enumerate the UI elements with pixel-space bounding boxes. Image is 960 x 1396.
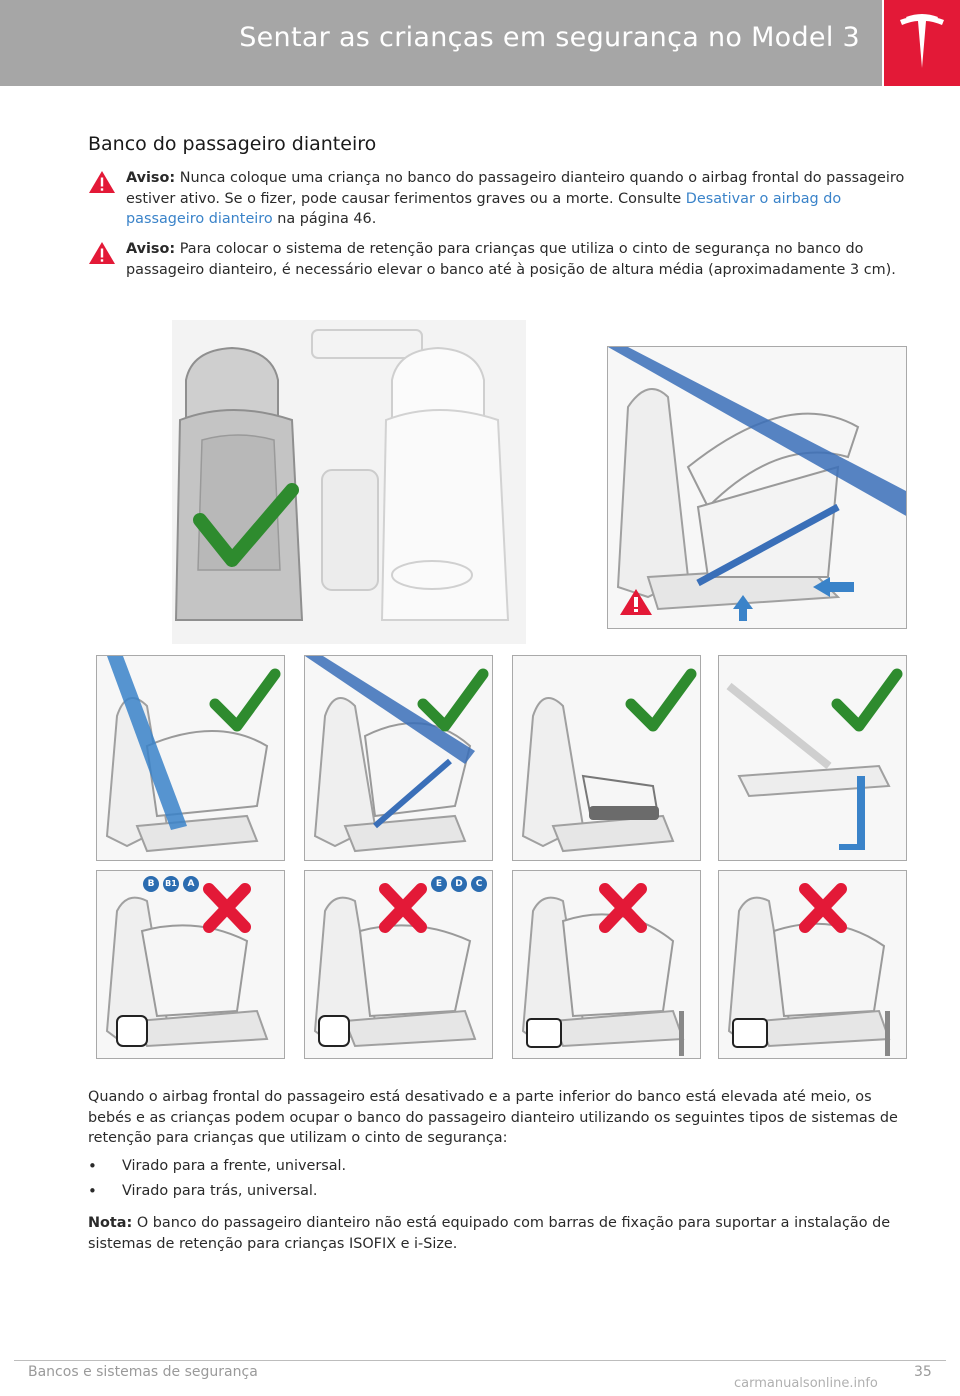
warning-triangle-icon bbox=[88, 241, 116, 265]
page-header bbox=[0, 0, 882, 86]
page-number: 35 bbox=[914, 1364, 932, 1380]
seat-option-7-not-ok bbox=[512, 870, 701, 1059]
warning-airbag bbox=[88, 168, 913, 230]
seat-option-3-ok bbox=[512, 655, 701, 861]
section-title: Banco do passageiro dianteiro bbox=[88, 133, 377, 155]
note-text: O banco do passageiro dianteiro não está equipado com barras de fixação para suportar a instalação de sistemas de retenção para crianças ISOFIX e i-Size. bbox=[88, 1215, 891, 1252]
anchor-label-d: D bbox=[451, 876, 467, 892]
note bbox=[88, 1213, 918, 1254]
anchor-label-b1: B1 bbox=[163, 876, 179, 892]
warning-label: Aviso: bbox=[126, 241, 176, 257]
seat-option-4-ok bbox=[718, 655, 907, 861]
bullet-item bbox=[88, 1158, 346, 1174]
bullet-text: Virado para trás, universal. bbox=[122, 1183, 318, 1199]
anchor-label-a: A bbox=[183, 876, 199, 892]
bullet-dot: • bbox=[88, 1157, 97, 1175]
bullet-dot: • bbox=[88, 1182, 97, 1200]
warning-text: Para colocar o sistema de retenção para crianças que utiliza o cinto de segurança no banco do passageiro dianteiro, é necessário elevar o banco até à posição de altura média (aproximadamente 3 cm). bbox=[126, 241, 896, 278]
warning-seat-height bbox=[88, 239, 913, 280]
warning-suffix: na página 46. bbox=[272, 211, 377, 227]
airbag-deactivate-link[interactable]: Desativar o airbag do passageiro dianteiro bbox=[126, 190, 842, 227]
brand-block bbox=[884, 0, 960, 86]
anchor-label-e: E bbox=[431, 876, 447, 892]
note-label: Nota: bbox=[88, 1215, 133, 1231]
seat-option-5-not-ok bbox=[96, 870, 285, 1059]
seat-option-2-ok bbox=[304, 655, 493, 861]
footer-section: Bancos e sistemas de segurança bbox=[28, 1364, 258, 1380]
warning-triangle-icon bbox=[88, 170, 116, 194]
warning-label: Aviso: bbox=[126, 170, 176, 186]
warning-text: Nunca coloque uma criança no banco do passageiro dianteiro quando o airbag frontal do passageiro estiver ativo. Se o fizer, pode causar ferimentos graves ou a morte. Consulte bbox=[126, 170, 905, 207]
front-seats-illustration bbox=[172, 320, 526, 644]
anchor-label-c: C bbox=[471, 876, 487, 892]
seat-option-6-not-ok bbox=[304, 870, 493, 1059]
bullet-item bbox=[88, 1183, 317, 1199]
seat-option-8-not-ok bbox=[718, 870, 907, 1059]
watermark: carmanualsonline.info bbox=[734, 1376, 878, 1391]
footer-divider bbox=[14, 1360, 946, 1361]
header-title: Sentar as crianças em segurança no Model 3 bbox=[239, 22, 860, 53]
body-paragraph: Quando o airbag frontal do passageiro está desativado e a parte inferior do banco está elevada até meio, os bebés e as crianças podem ocupar o banco do passageiro dianteiro utilizando os seguintes tipos de sistemas de retenção para crianças que utilizam o cinto de segurança: bbox=[88, 1089, 898, 1146]
anchor-label-b: B bbox=[143, 876, 159, 892]
seat-option-1-ok bbox=[96, 655, 285, 861]
tesla-logo-icon bbox=[898, 14, 946, 72]
bullet-text: Virado para a frente, universal. bbox=[122, 1158, 347, 1174]
seat-height-illustration bbox=[607, 346, 907, 629]
